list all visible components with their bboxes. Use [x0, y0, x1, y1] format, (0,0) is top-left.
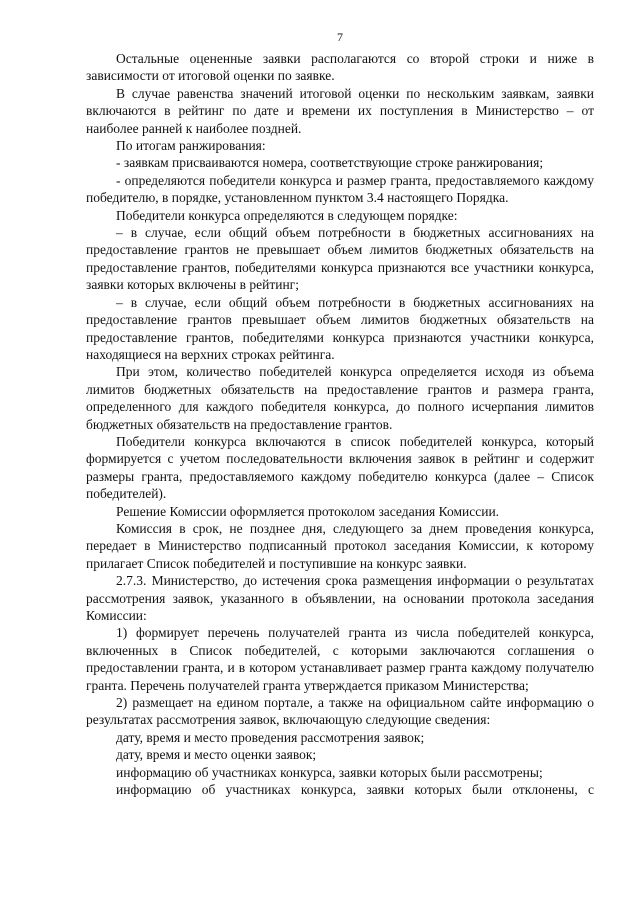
paragraph: При этом, количество победителей конкурса определяется исходя из объема лимитов бюджетных обязательств на предоставление грантов и размера гранта, определенного для каждого победителя конкурса, до полного исчерпания лимитов бюджетных обязательств на предоставление грантов.	[86, 364, 594, 432]
list-item: - определяются победители конкурса и размер гранта, предоставляемого каждому победителю, в порядке, установленном пунктом 3.4 настоящего Порядка.	[86, 172, 594, 206]
list-item: - заявкам присваиваются номера, соответствующие строке ранжирования;	[116, 155, 544, 171]
list-item: – в случае, если общий объем потребности в бюджетных ассигнованиях на предоставление грантов превышает объем лимитов бюджетных обязательств на предоставление грантов, победителями конкурса признаются участники конкурса, находящиеся на верхних строках рейтинга.	[86, 294, 594, 362]
paragraph: Победители конкурса включаются в список победителей конкурса, который формируется с учетом последовательности включения заявок в рейтинг и содержит размеры гранта, предоставляемого каждому победителю конкурса (далее – Список победителей).	[86, 433, 594, 502]
list-item: информацию об участниках конкурса, заявки которых были отклонены, с	[116, 782, 594, 798]
paragraph: Комиссия в срок, не позднее дня, следующего за днем проведения конкурса, передает в Министерство подписанный протокол заседания Комиссии, к которому прилагает Список победителей и поступившие на конкурс заявки.	[86, 520, 594, 571]
list-item: дату, время и место проведения рассмотрения заявок;	[116, 729, 425, 745]
list-item: 2) размещает на едином портале, а также на официальном сайте информацию о результатах рассмотрения заявок, включающую следующие сведения:	[86, 695, 594, 728]
section-paragraph: 2.7.3. Министерство, до истечения срока размещения информации о результатах рассмотрения заявок, указанного в объявлении, на основании протокола заседания Комиссии:	[86, 573, 594, 623]
list-item: – в случае, если общий объем потребности в бюджетных ассигнованиях на предоставление грантов не превышает объем лимитов бюджетных обязательств на предоставление грантов, победителями конкурса признаются все участники конкурса, заявки которых включены в рейтинг;	[86, 225, 594, 293]
list-item: дату, время и место оценки заявок;	[116, 747, 317, 763]
page-number: 7	[337, 30, 343, 44]
paragraph: Победители конкурса определяются в следующем порядке:	[116, 207, 458, 223]
list-item: информацию об участниках конкурса, заявки которых были рассмотрены;	[116, 764, 543, 780]
paragraph: В случае равенства значений итоговой оценки по нескольким заявкам, заявки включаются в рейтинг по дате и времени их поступления в Министерство – от наиболее ранней к наиболее поздней.	[86, 85, 594, 136]
paragraph: По итогам ранжирования:	[116, 138, 266, 154]
paragraph: Остальные оцененные заявки располагаются со второй строки и ниже в зависимости от итоговой оценки по заявке.	[86, 51, 594, 84]
list-item: 1) формирует перечень получателей гранта из числа победителей конкурса, включенных в Список победителей, с которыми заключаются соглашения о предоставлении гранта, и в котором устанавливает размер гранта каждому получателю гранта. Перечень получателей гранта утверждается приказом Министерства;	[86, 625, 594, 693]
paragraph: Решение Комиссии оформляется протоколом заседания Комиссии.	[116, 503, 500, 519]
